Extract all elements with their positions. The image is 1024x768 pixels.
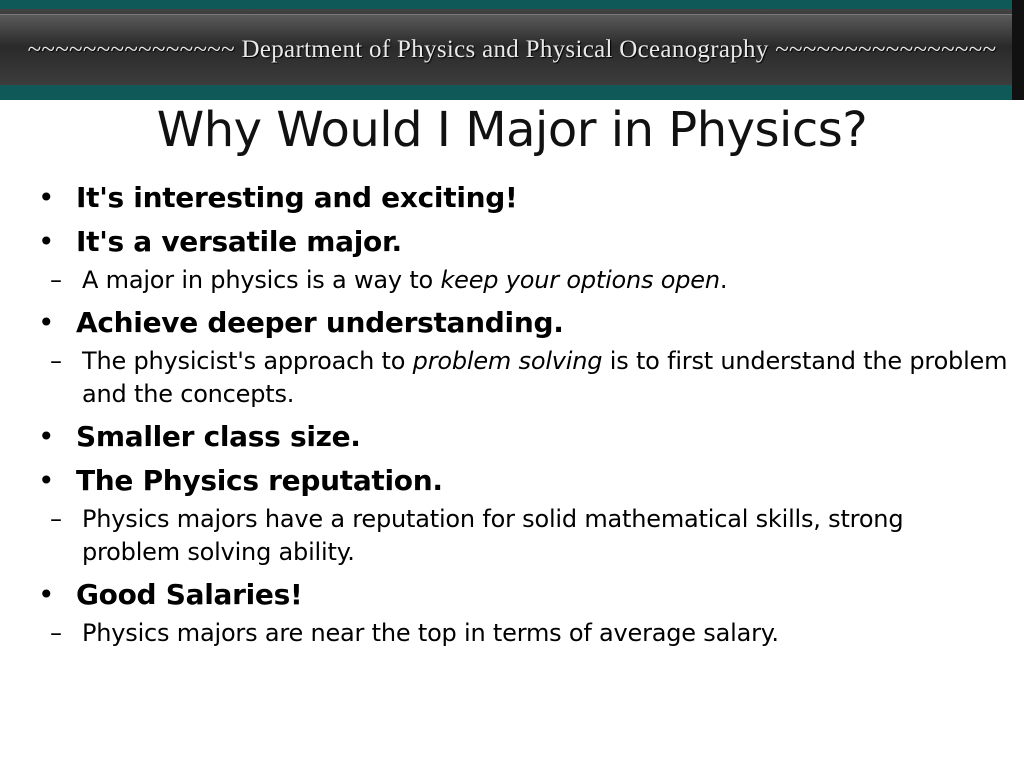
bullet-text: Achieve deeper understanding. <box>76 306 564 339</box>
bullet-item <box>38 415 1008 459</box>
sub-bullet-item <box>38 617 1008 650</box>
dash-icon: – <box>50 347 62 375</box>
bullet-text: The Physics reputation. <box>76 464 443 497</box>
bullet-text: It's interesting and exciting! <box>76 181 518 214</box>
sub-bullet-text: A major in physics is a way to <box>82 266 441 294</box>
dash-icon: – <box>50 619 62 647</box>
bullet-icon: • <box>38 225 55 258</box>
bullet-icon: • <box>38 578 55 611</box>
bullet-item <box>38 220 1008 264</box>
sub-bullet-text: Physics majors are near the top in terms of average salary. <box>82 619 779 647</box>
slide-title: Why Would I Major in Physics? <box>156 102 868 158</box>
dash-icon: – <box>50 266 62 294</box>
bullet-icon: • <box>38 306 55 339</box>
dash-icon: – <box>50 505 62 533</box>
sub-bullet-text-end: . <box>719 266 728 294</box>
bullet-list <box>38 176 1008 654</box>
bullet-text: Good Salaries! <box>76 578 303 611</box>
bullet-icon: • <box>38 464 55 497</box>
sub-bullet-text: Physics majors have a reputation for solid mathematical skills, strong problem solving ability. <box>82 505 904 566</box>
emphasis-text: keep your options open <box>440 266 720 294</box>
sub-bullet-list <box>38 617 1008 650</box>
sub-bullet-item <box>38 264 1008 297</box>
bullet-icon: • <box>38 420 55 453</box>
emphasis-text: problem solving <box>412 347 603 375</box>
department-name: ~~~~~~~~~~~~~~~ Department of Physics and Physical Oceanography ~~~~~~~~~~~~~~~~ <box>27 36 997 63</box>
header-banner <box>0 0 1024 100</box>
bullet-item <box>38 176 1008 220</box>
banner-plate <box>0 14 1024 85</box>
banner-edge <box>1012 0 1024 100</box>
bullet-text: Smaller class size. <box>76 420 361 453</box>
sub-bullet-item <box>38 345 1008 411</box>
bullet-item <box>38 573 1008 617</box>
bullet-item <box>38 301 1008 345</box>
bullet-text: It's a versatile major. <box>76 225 402 258</box>
bullet-icon: • <box>38 181 55 214</box>
sub-bullet-text: The physicist's approach to <box>82 347 413 375</box>
sub-bullet-list <box>38 264 1008 297</box>
sub-bullet-list <box>38 345 1008 411</box>
sub-bullet-list <box>38 503 1008 569</box>
sub-bullet-text-end: is to first understand the problem and the concepts. <box>82 347 1008 408</box>
sub-bullet-item <box>38 503 1008 569</box>
bullet-item <box>38 459 1008 503</box>
